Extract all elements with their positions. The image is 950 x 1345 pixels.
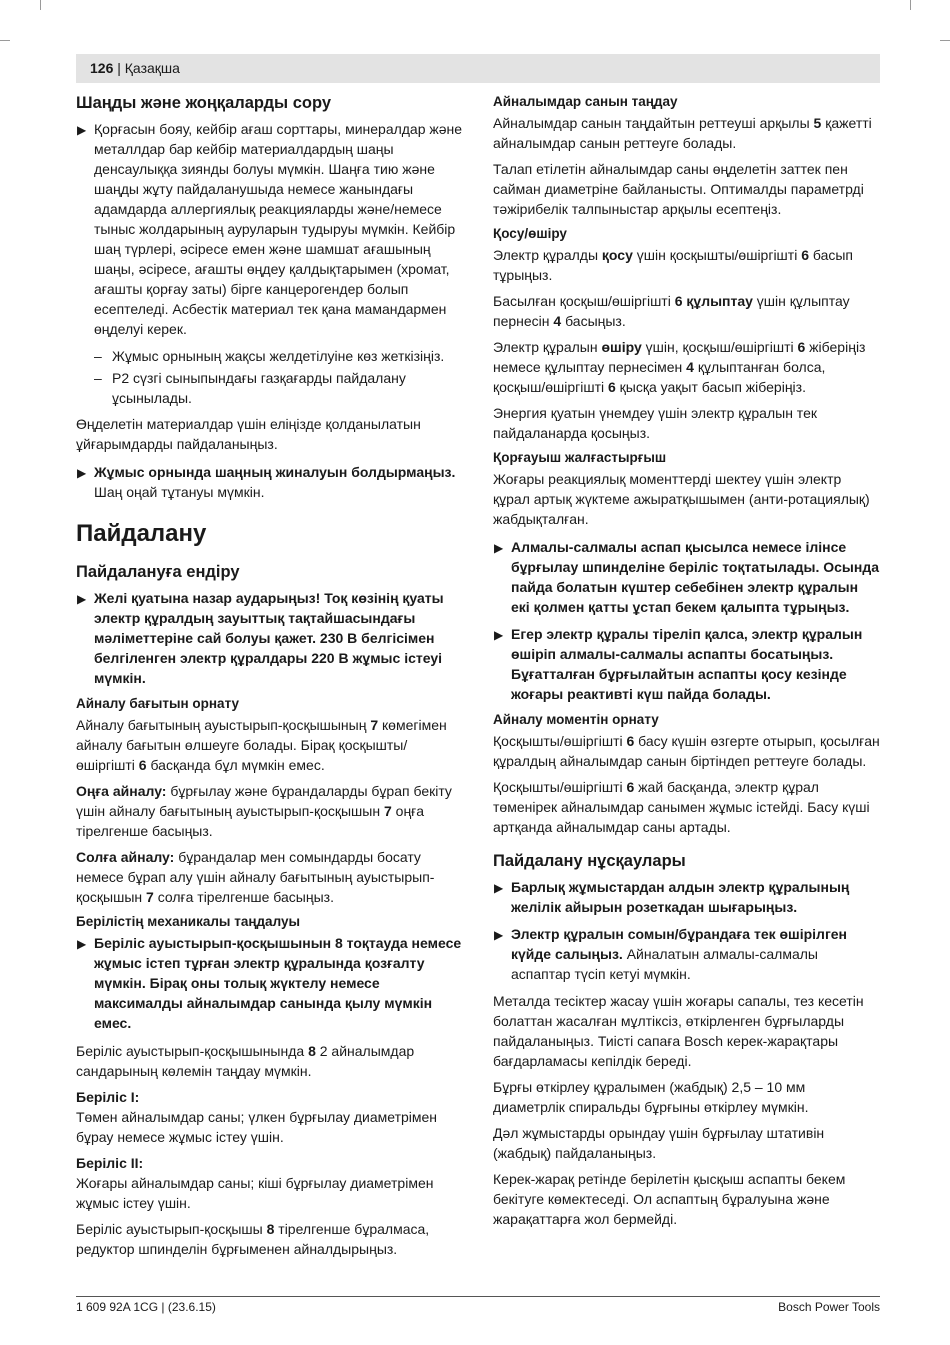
- dust-heading: Шаңды және жоңқаларды сору: [76, 94, 332, 112]
- tips-warning-text: Барлық жұмыстардан алдын электр құралының желілік айырын розеткадан шығарыңыз.: [511, 879, 850, 915]
- power-warning: [76, 588, 464, 688]
- tips-warning-1: [493, 877, 880, 917]
- bullet-triangle-icon: ▶: [494, 928, 504, 942]
- bullet-triangle-icon: ▶: [494, 881, 504, 895]
- clutch-paragraph: Жоғары реакциялық моменттерді шектеу үшін электр құрал артық жүктеме ажыратқышымен (анти-ротациялық) жабдықталған.: [493, 471, 870, 527]
- crop-mark: [910, 0, 911, 10]
- dash-text: P2 сүзгі сыныпындағы газқағарды пайдалану ұсынылады.: [112, 370, 406, 406]
- crop-mark: [940, 40, 950, 41]
- start-heading: Пайдалануға ендіру: [76, 563, 240, 581]
- dust-warning: [76, 119, 464, 339]
- tips-paragraph-1: Металда тесіктер жасау үшін жоғары сапалы, тез кесетін болаттан жасалған мұлтіксіз, өткірленген бұрғыларды пайдаланыңыз. Тиісті сапаға Bosch керек-жарақтары бағдарламасы кепілдік береді.: [493, 993, 864, 1069]
- crop-mark: [0, 40, 10, 41]
- bullet-triangle-icon: ▶: [77, 592, 87, 606]
- left-rotation-paragraph: Солға айналу: бұрандалар мен сомындарды босату немесе бұрап алу үшін айналу бағытының ауыстырып-қосқышын 7 солға тірелгенше басыңыз.: [76, 849, 435, 905]
- gear-paragraph-2: Беріліс ауыстырып-қосқышы 8 тірелгенше бұралмаса, редуктор шпинделін бұрғыменен айналдырыңыз.: [76, 1221, 430, 1257]
- dash-icon: –: [94, 348, 102, 364]
- gear-warning: [76, 933, 464, 1033]
- warning-text: Шаң оңай тұтануы мүмкін.: [94, 484, 265, 500]
- header-language: Қазақша: [124, 60, 180, 76]
- bullet-triangle-icon: ▶: [494, 628, 504, 642]
- torque-paragraph-2: Қосқышты/өшіргішті 6 жай басқанда, электр құрал төменірек айналымдар санымен жұмыс істейді. Басу күші артқанда айналымдар саны артады.: [493, 779, 870, 835]
- tips-paragraph-3: Дәл жұмыстарды орындау үшін бұрғылау штативін (жабдық) пайдаланыңыз.: [493, 1125, 825, 1161]
- dust-accumulation-warning: [76, 462, 464, 502]
- gear2-text: Жоғары айналымдар саны; кіші бұрғылау диаметрімен жұмыс істеу үшін.: [76, 1175, 434, 1211]
- right-rotation-paragraph: Оңға айналу: бұрғылау және бұрандаларды бұрап бекіту үшін айналу бағытының ауыстырып-қосқышын 7 оңға тірелгенше басыңыз.: [76, 783, 452, 839]
- clutch-heading: Қорғауыш жалғастырғыш: [493, 450, 667, 465]
- torque-paragraph-1: Қосқышты/өшіргішті 6 басу күшін өзгерте отырып, қосылған құралдың айналымдар санын біртіндеп реттеуге болады.: [493, 733, 880, 769]
- tips-heading: Пайдалану нұсқаулары: [493, 852, 686, 870]
- onoff-paragraph-4: Энергия қуатын үнемдеу үшін электр құралын тек пайдаланарда қосыңыз.: [493, 405, 817, 441]
- onoff-paragraph-3: Электр құралын өшіру үшін, қосқыш/өшіргішті 6 жіберіңіз немесе құлыптау пернесімен 4 құлыптанған болса, қосқыш/өшіргішті 6 қысқа уақыт басып жіберіңіз.: [493, 339, 866, 395]
- dash-icon: –: [94, 370, 102, 386]
- torque-heading: Айналу моментін орнату: [493, 712, 659, 727]
- footer-brand: Bosch Power Tools: [778, 1300, 880, 1314]
- rotation-heading: Айналу бағытын орнату: [76, 696, 240, 711]
- rotation-paragraph: Айналу бағытының ауыстырып-қосқышының 7 көмегімен айналу бағытын өлшеуге болады. Бірақ қосқышты/өшіргішті 6 басқанда бұл мүмкін емес.: [76, 717, 447, 773]
- header-text: 126 | Қазақша: [90, 60, 180, 76]
- speed-paragraph: Айналымдар санын таңдайтын реттеуші арқылы 5 қажетті айналымдар санын реттеуге болады.: [493, 115, 872, 151]
- onoff-heading: Қосу/өшіру: [493, 226, 567, 241]
- clutch-warning-1: [493, 537, 880, 617]
- tips-paragraph-4: Керек-жарақ ретінде берілетін қысқыш аспапты бекем бекітуге көмектеседі. Ол аспаптың бұралуына және жарақаттарға жол бермейді.: [493, 1171, 846, 1227]
- gear1-text: Төмен айналымдар саны; үлкен бұрғылау диаметрімен бұрау немесе жұмыс істеу үшін.: [76, 1109, 438, 1145]
- clutch-warning-text: Егер электр құралы тіреліп қалса, электр құралын өшіріп алмалы-салмалы аспапты босатыңыз. Бұғатталған бұрғылайтын аспапты қосу кезінде жоғары реактивті күш пайда болады.: [511, 626, 863, 702]
- gear1-label: Беріліс I:: [76, 1089, 140, 1105]
- page-header: [76, 54, 880, 83]
- tips-warning-text: Айналатын алмалы-салмалы аспаптар түсіп кетуі мүмкін.: [511, 946, 818, 982]
- clutch-warning-text: Алмалы-салмалы аспап қысылса немесе ілінсе бұрғылау шпинделіне беріліс тоқтатылады. Осында пайда болатын күштер себебінен электр құралын екі қолмен қатты ұстап бекем қалыпта тұрыңыз.: [511, 539, 879, 615]
- gear-paragraph: Беріліс ауыстырып-қосқышынында 8 2 айналымдар сандарының көлемін таңдау мүмкін.: [76, 1043, 415, 1079]
- gear-warning-text: Беріліс ауыстырып-қосқышынын 8 тоқтауда немесе жұмыс істеп тұрған электр құралында қозғалту мүмкін. Бірақ оны толық жүктелу немесе максималды айналымдар санында қылу мүмкін емес.: [94, 935, 462, 1031]
- gear2-label: Беріліс II:: [76, 1155, 144, 1171]
- right-column: [493, 93, 880, 1235]
- footer-divider: [76, 1296, 880, 1297]
- tips-warning-2: [493, 924, 880, 984]
- bullet-triangle-icon: ▶: [77, 937, 87, 951]
- page-number: 126: [90, 60, 114, 76]
- tips-warning-bold: Электр құралын сомын/бұрандаға тек өшірілген күйде салыңыз.: [511, 926, 848, 962]
- left-column: [76, 93, 464, 1265]
- onoff-paragraph-2: Басылған қосқыш/өшіргішті 6 құлыптау үшін құлыптау пернесін 4 басыңыз.: [493, 293, 850, 329]
- clutch-warning-2: [493, 624, 880, 704]
- dash-item: [76, 346, 464, 366]
- speed-heading: Айналымдар санын таңдау: [493, 94, 678, 109]
- speed-paragraph-2: Талап етілетін айналымдар саны өңделетін заттек пен сайман диаметріне байланысты. Оптималды параметрді тәжірибелік талпыныстар арқылы есептеңіз.: [493, 161, 864, 217]
- crop-mark: [40, 0, 41, 10]
- bullet-triangle-icon: ▶: [494, 541, 504, 555]
- dash-text: Жұмыс орнының жақсы желдетілуіне көз жеткізіңіз.: [112, 348, 445, 364]
- warning-bold: Жұмыс орнында шаңның жиналуын болдырмаңыз.: [94, 464, 456, 480]
- onoff-paragraph-1: Электр құралды қосу үшін қосқышты/өшіргішті 6 басып тұрыңыз.: [493, 247, 854, 283]
- dust-warning-text: Қорғасын бояу, кейбір ағаш сорттары, минералдар және металлдар бар кейбір материалдардың шаңы денсаулыққа зиянды болуы мүмкін. Шаңға тию және шаңды жұту пайдаланушыда немесе жанындағы адамдарда аллергиялық реакцияларды және/немесе тыныс жолдарының ауруларын тудыруы мүмкін. Кейбір шаң түрлері, әсіресе емен және шамшат ағашының шаңы, әсіресе, ағашты өңдеу қалдықтарымен (хромат, ағашты қорғау заты) бірге канцерогендер болып есептеледі. Асбестік материал тек қана мамандармен өңделуі керек.: [94, 121, 463, 337]
- bullet-triangle-icon: ▶: [77, 123, 87, 137]
- dash-item: [76, 368, 464, 408]
- tips-paragraph-2: Бұрғы өткірлеу құралымен (жабдық) 2,5 – 10 мм диаметрлік спиральды бұрғыны өткірлеу мүмкін.: [493, 1079, 809, 1115]
- bullet-triangle-icon: ▶: [77, 466, 87, 480]
- section-heading: Пайдалану: [76, 520, 207, 547]
- power-warning-text: Желі қуатына назар аударыңыз! Тоқ көзінің қуаты электр құралдың зауыттық тақтайшасындағы мәліметтеріне сай болуы қажет. 230 В белгісімен белгіленген электр құралдары 220 В жұмыс істеуі мүмкін.: [94, 590, 444, 686]
- gear-heading: Берілістің механикалы таңдалуы: [76, 914, 301, 929]
- footer-doc-id: 1 609 92A 1CG | (23.6.15): [76, 1300, 216, 1314]
- country-rules-text: Өңделетін материалдар үшін еліңізде қолданылатын ұйғарымдарды пайдаланыңыз.: [76, 416, 421, 452]
